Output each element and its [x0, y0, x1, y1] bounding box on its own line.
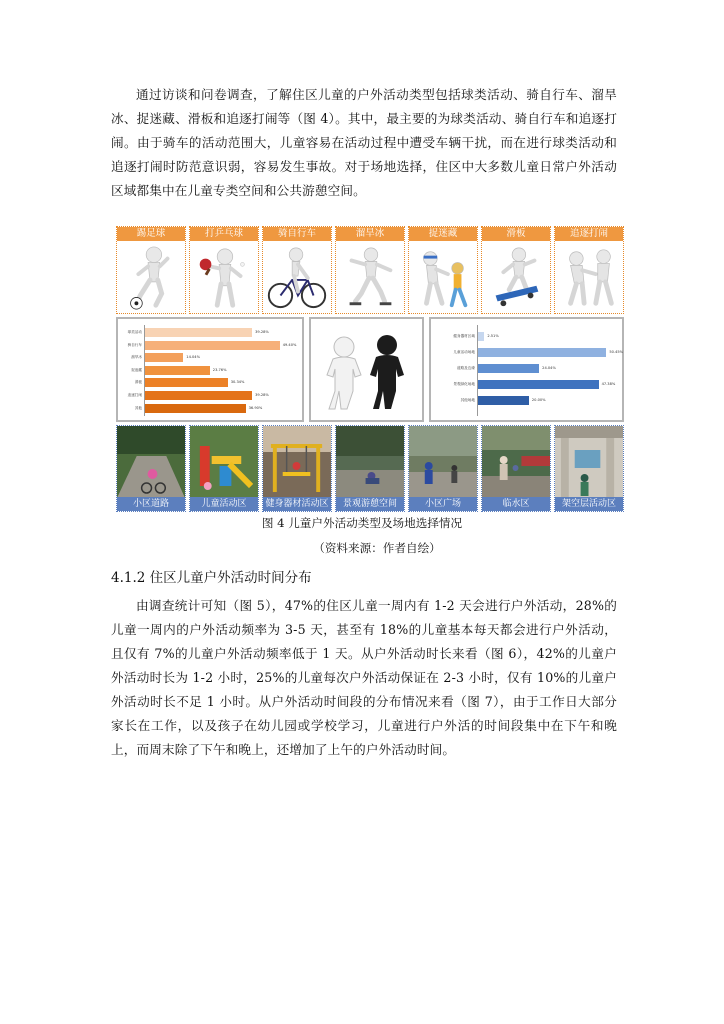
chart-value-label: 36.90% [248, 405, 263, 410]
chart-bar [478, 364, 539, 373]
chart-bar [145, 366, 210, 375]
activity-label: 踢足球 [117, 227, 185, 241]
soccer-figure-icon [117, 244, 185, 312]
chart-bar-row [431, 363, 622, 374]
activity-label: 滑板 [482, 227, 550, 241]
chart-value-label: 39.28% [255, 330, 269, 334]
two-child-figures-icon [311, 319, 419, 420]
intro-paragraph-text: 通过访谈和问卷调查，了解住区儿童的户外活动类型包括球类活动、骑自行车、溜旱冰、捉迷藏、滑板和追逐打闹等（图 4）。其中，最主要的为球类活动、骑自行车和追逐打闹。由于骑车的活动范围大，儿童容易在活动过程中遭受车辆干扰，而在进行球类活动和追逐打闹时防范意识弱，容易发生事故。对于场地选择，住区中大多数儿童日常户外活动区域都集中在儿童专类空间和公共游憩空间。 [111, 87, 617, 198]
chart-bar [478, 332, 484, 341]
intro-paragraph [111, 83, 617, 203]
section-heading: 4.1.2 住区儿童户外活动时间分布 [111, 570, 312, 586]
chart-value-label: 23.76% [212, 367, 227, 372]
activity-label: 溜旱冰 [336, 227, 404, 241]
time-distribution-paragraph-text: 由调查统计可知（图 5），47%的住区儿童一周内有 1-2 天会进行户外活动，28%的儿童一周内的户外活动频率为 3-5 天，甚至有 18%的儿童基本每天都会进行户外活动，且仅有 7%的儿童户外活动频率低于 1 天。从户外活动时长来看（图 6），42%的儿童户外活动时长为 1-2 小时，25%的儿童每次户外活动保证在 2-3 小时，仅有 10%的儿童户外活动时长不足 1 小时。从户外活动时间段的分布情况来看（图 7），由于工作日大部分家长在工作，以及孩子在幼儿园或学校学习，儿童进行户外活的时间段集中在下午和晚上，而周末除了下午和晚上，还增加了上午的户外活动时间。 [111, 598, 617, 757]
chart-category-label: 溜旱冰 [131, 355, 142, 360]
place-cell [262, 425, 332, 512]
activity-cell [408, 226, 478, 314]
chart-value-label: 49.40% [282, 342, 297, 347]
chart-category-label: 追逐打闹 [127, 393, 142, 397]
road-photo-icon [117, 426, 185, 498]
place-cell [116, 425, 186, 512]
figures-panel [309, 317, 424, 422]
fitness-photo-icon [263, 426, 331, 498]
chart-value-label: 47.38% [601, 382, 616, 386]
chart-bar [478, 396, 529, 405]
activity-cell [262, 226, 332, 314]
chart-bar-row [118, 403, 302, 414]
place-row [116, 425, 624, 512]
chart-category-label: 其他场地 [460, 398, 475, 402]
chart-category-label: 球类活动 [127, 330, 142, 334]
chart-bar-row [118, 340, 302, 351]
chart-value-label: 24.04% [542, 366, 556, 370]
waterside-photo-icon [482, 426, 550, 498]
chart-value-label: 30.34% [230, 380, 245, 385]
bicycle-figure-icon [263, 244, 331, 312]
landscape-photo-icon [336, 426, 404, 498]
chart-value-label: 39.28% [255, 393, 269, 397]
playground-photo-icon [190, 426, 258, 498]
chart-bar-row [118, 327, 302, 338]
chart-bar-row [118, 352, 302, 363]
activity-label: 追逐打闹 [555, 227, 623, 241]
place-label: 健身器材活动区 [263, 497, 331, 511]
chart-bar-row [431, 347, 622, 358]
place-cell [554, 425, 624, 512]
chart-category-label: 景观绿化场地 [453, 382, 475, 386]
activity-row [116, 226, 624, 314]
place-cell [189, 425, 259, 512]
activity-type-bar-chart [116, 317, 304, 422]
place-choice-bar-chart [429, 317, 624, 422]
activity-cell [116, 226, 186, 314]
chart-bar-row [431, 395, 622, 406]
pingpong-figure-icon [190, 244, 258, 312]
chart-bar [145, 404, 246, 413]
hide-seek-figure-icon [409, 244, 477, 312]
chart-category-label: 骑自行车 [127, 342, 142, 347]
chart-bar-row [118, 390, 302, 401]
chart-value-label: 20.00% [531, 398, 546, 402]
chart-value-label: 14.04% [186, 355, 200, 360]
chart-value-label: 2.51% [487, 334, 499, 338]
chart-category-label: 滑板 [134, 380, 142, 385]
activity-label: 捉迷藏 [409, 227, 477, 241]
place-label: 小区道路 [117, 497, 185, 511]
statistics-row [116, 317, 624, 422]
chart-category-label: 道路及边缘 [457, 366, 475, 370]
activity-label: 骑自行车 [263, 227, 331, 241]
chart-bar [145, 353, 183, 362]
activity-cell [189, 226, 259, 314]
time-distribution-paragraph [111, 594, 617, 762]
chart-category-label: 健身器材区域 [453, 334, 475, 338]
figure-4 [116, 226, 624, 512]
chart-category-label: 其他 [134, 405, 142, 410]
activity-cell [554, 226, 624, 314]
place-cell [408, 425, 478, 512]
pilotis-photo-icon [555, 426, 623, 498]
chart-bar [145, 391, 252, 400]
figure-source: （资料来源：作者自绘） [313, 541, 441, 555]
skateboard-figure-icon [482, 244, 550, 312]
chart-bar [145, 341, 280, 350]
skating-figure-icon [336, 244, 404, 312]
chart-value-label: 50.45% [609, 350, 624, 354]
chasing-figure-icon [555, 244, 623, 312]
figure-caption: 图 4 儿童户外活动类型及场地选择情况 [261, 516, 463, 530]
place-label: 儿童活动区 [190, 497, 258, 511]
place-cell [481, 425, 551, 512]
chart-bar [145, 378, 228, 387]
chart-bar-row [118, 377, 302, 388]
chart-bar [145, 328, 252, 337]
chart-bar-row [118, 365, 302, 376]
activity-cell [481, 226, 551, 314]
chart-category-label: 儿童活动场地 [453, 350, 475, 354]
place-label: 临水区 [482, 497, 550, 511]
place-label: 架空层活动区 [555, 497, 623, 511]
place-cell [335, 425, 405, 512]
chart-bar-row [431, 379, 622, 390]
activity-cell [335, 226, 405, 314]
place-label: 小区广场 [409, 497, 477, 511]
plaza-photo-icon [409, 426, 477, 498]
chart-bar [478, 348, 606, 357]
activity-label: 打乒乓球 [190, 227, 258, 241]
chart-bar [478, 380, 599, 389]
place-label: 景观游憩空间 [336, 497, 404, 511]
chart-category-label: 捉迷藏 [131, 367, 142, 372]
chart-bar-row [431, 331, 622, 342]
